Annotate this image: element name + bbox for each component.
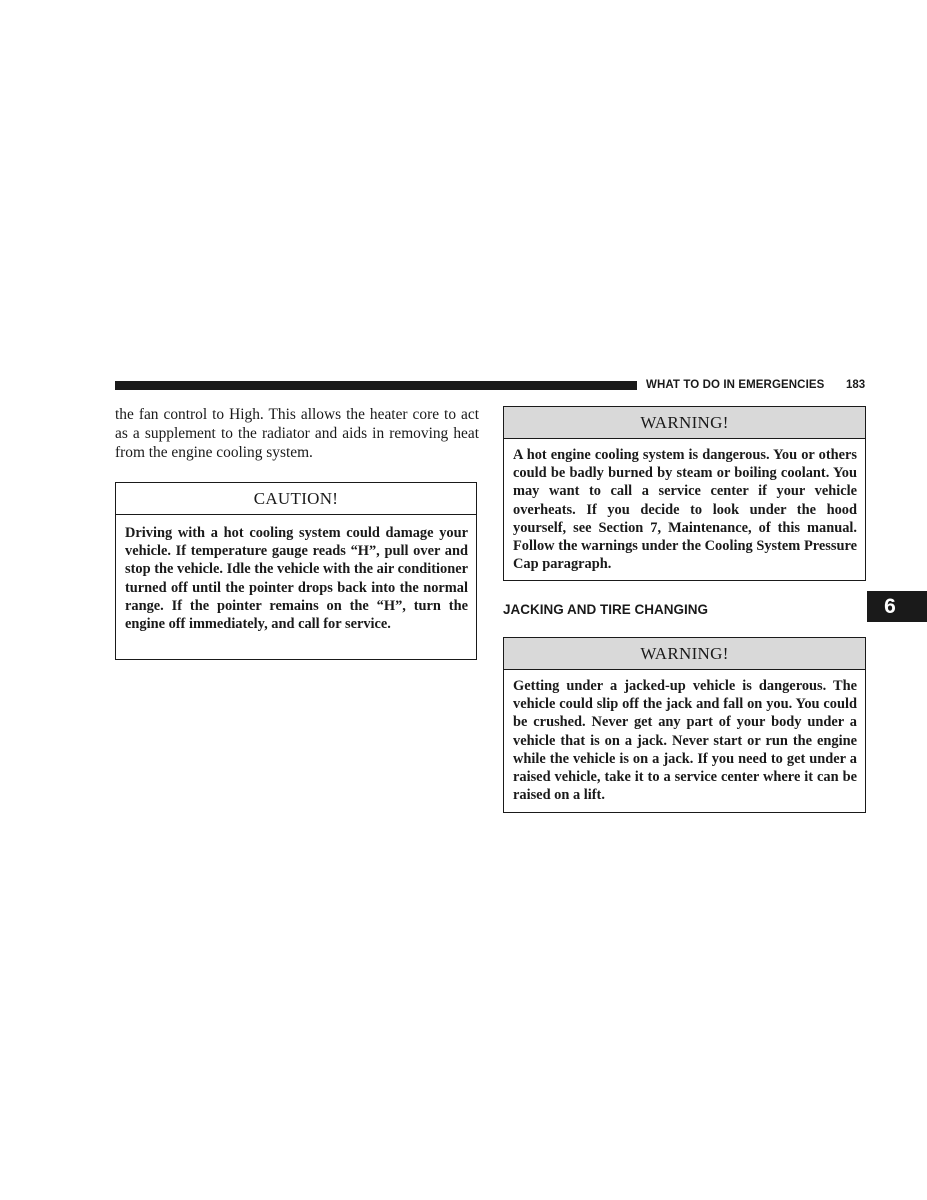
warning-text: A hot engine cooling system is dangerous. You or others could be badly burned by steam or boiling coolant. You may want to call a service center if your vehicle overheats. If you decide to look under the hood yourself, see Section 7, Maintenance, of this manual. Follow the warnings under the Cooling System Pressure Cap paragraph. (513, 447, 857, 573)
caution-text: Driving with a hot cooling system could damage your vehicle. If temperature gauge reads “H”, pull over and stop the vehicle. Idle the vehicle with the air conditioner turned off until the pointer drops back into the normal range. If the pointer remains on the “H”, turn the engine off immediately, and call for service. (125, 525, 468, 633)
chapter-tab: 6 (867, 591, 927, 622)
header-rule (115, 381, 637, 390)
warning-box-jacking (503, 637, 866, 813)
warning-box-hot-cooling (503, 406, 866, 581)
body-paragraph: the fan control to High. This allows the heater core to act as a supplement to the radiator and aids in removing heat from the engine cooling system. (115, 406, 479, 461)
warning-title: WARNING! (504, 407, 865, 439)
caution-box (115, 482, 477, 660)
warning-text: Getting under a jacked-up vehicle is dangerous. The vehicle could slip off the jack and fall on you. You could be crushed. Never get any part of your body under a vehicle that is on a jack. Never start or run the engine while the vehicle is on a jack. If you need to get under a raised vehicle, take it to a service center where it can be raised on a lift. (513, 678, 857, 804)
warning-title: WARNING! (504, 638, 865, 670)
page-number: 183 (846, 379, 866, 391)
section-heading-jacking: JACKING AND TIRE CHANGING (503, 602, 709, 617)
caution-title: CAUTION! (116, 483, 476, 515)
running-header-title: WHAT TO DO IN EMERGENCIES (646, 379, 825, 391)
